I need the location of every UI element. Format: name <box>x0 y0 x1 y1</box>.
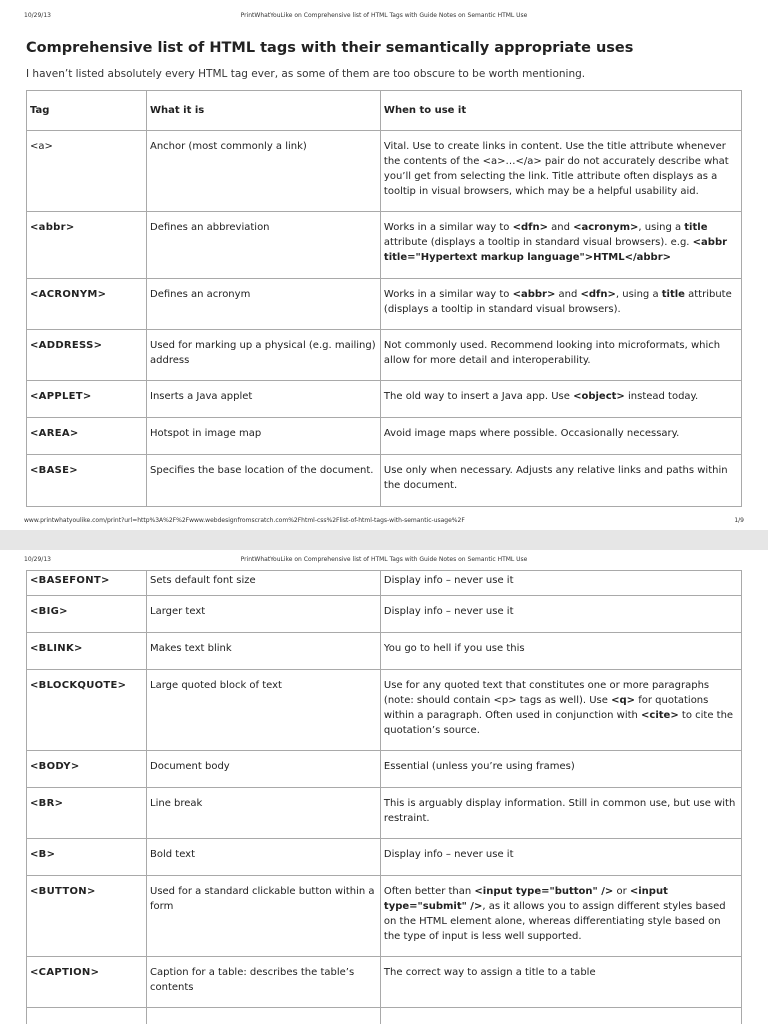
tag-cell: <a> <box>27 131 147 212</box>
table-row <box>27 571 742 596</box>
text-run: Use for any quoted text that constitutes one or more paragraphs (note: should contain <p> tags as well). Use <box>383 680 710 706</box>
what-cell: Hotspot in image map <box>147 418 381 455</box>
what-cell: Large quoted block of text <box>147 670 381 751</box>
text-run: , as it allows you to assign different styles based on the HTML element alone, whereas differentiating style based on the type of input is less well supported. <box>383 901 726 942</box>
page-title: Comprehensive list of HTML tags with their semantically appropriate uses <box>26 40 634 56</box>
when-cell: Vital. Use to create links in content. Use the title attribute whenever the contents of the <a>…</a> pair do not accurately describe what you’ll get from selecting the link. Title attribute often displays as a tooltip in visual browsers, which may be a helpful usability aid. <box>380 131 741 212</box>
text-run: The old way to insert a Java app. Use <box>383 391 574 402</box>
when-cell: Essential (unless you’re using frames) <box>380 751 741 788</box>
code-ref: <dfn> <box>512 222 548 233</box>
column-header-tag: Tag <box>27 91 147 131</box>
when-cell <box>380 381 741 418</box>
tag-cell: <BLINK> <box>27 633 147 670</box>
code-ref: title <box>661 289 685 300</box>
text-run: or <box>613 886 630 897</box>
when-cell <box>380 1008 741 1024</box>
tag-cell: <BLOCKQUOTE> <box>27 670 147 751</box>
text-run: Often better than <box>383 886 475 897</box>
tag-cell: <APPLET> <box>27 381 147 418</box>
table-row <box>27 212 742 279</box>
print-header <box>24 556 744 566</box>
code-ref: <input type="submit" /> <box>383 886 668 912</box>
tag-cell <box>27 1008 147 1024</box>
table-row <box>27 455 742 507</box>
what-cell: Document body <box>147 751 381 788</box>
what-cell: Bold text <box>147 839 381 876</box>
what-cell: Inserts a Java applet <box>147 381 381 418</box>
html-tags-table <box>26 90 742 507</box>
text-run: attribute (displays a tooltip in standard visual browsers). e.g. <box>383 237 693 248</box>
page-gap <box>0 530 768 550</box>
print-date: 10/29/13 <box>24 12 51 19</box>
what-cell: Used for marking up a physical (e.g. mailing) address <box>147 330 381 381</box>
what-cell <box>147 1008 381 1024</box>
tag-cell: <B> <box>27 839 147 876</box>
tag-cell: <BASEFONT> <box>27 571 147 596</box>
code-ref: <object> <box>573 391 625 402</box>
what-cell: Larger text <box>147 596 381 633</box>
print-title: PrintWhatYouLike on Comprehensive list of HTML Tags with Guide Notes on Semantic HTML Use <box>240 12 528 19</box>
print-date: 10/29/13 <box>24 556 51 563</box>
when-cell: Use only when necessary. Adjusts any relative links and paths within the document. <box>380 455 741 507</box>
what-cell: Used for a standard clickable button within a form <box>147 876 381 957</box>
code-ref: <input type="button" /> <box>474 886 614 897</box>
code-ref: <acronym> <box>573 222 639 233</box>
table-row <box>27 131 742 212</box>
what-cell: Anchor (most commonly a link) <box>147 131 381 212</box>
table-row <box>27 839 742 876</box>
when-cell <box>380 670 741 751</box>
text-run: attribute (displays a tooltip in standard visual browsers). <box>383 289 732 315</box>
text-run: for quotations within a paragraph. Often used in conjunction with <box>383 695 709 721</box>
tag-cell: <ADDRESS> <box>27 330 147 381</box>
table-row <box>27 876 742 957</box>
text-run: Works in a similar way to <box>383 289 513 300</box>
page-number: 1/9 <box>734 517 744 524</box>
print-url: www.printwhatyoulike.com/print?url=http%3A%2F%2Fwww.webdesignfromscratch.com%2Fhtml-css%2Flist-of-html-tags-with-semantic-usage%2F <box>24 517 465 524</box>
table-header-row <box>27 91 742 131</box>
what-cell: Specifies the base location of the document. <box>147 455 381 507</box>
what-cell: Caption for a table: describes the table’s contents <box>147 957 381 1008</box>
table-row <box>27 1008 742 1024</box>
code-example: <abbr title="Hypertext markup language">HTML</abbr> <box>383 237 728 263</box>
when-cell: You go to hell if you use this <box>380 633 741 670</box>
what-cell: Line break <box>147 788 381 839</box>
when-cell: The correct way to assign a title to a table <box>380 957 741 1008</box>
tag-cell: <CAPTION> <box>27 957 147 1008</box>
what-cell: Makes text blink <box>147 633 381 670</box>
table-row <box>27 418 742 455</box>
what-cell: Defines an acronym <box>147 279 381 330</box>
what-cell: Sets default font size <box>147 571 381 596</box>
text-run: and <box>555 289 581 300</box>
code-ref: title <box>684 222 708 233</box>
text-run: Works in a similar way to <box>383 222 513 233</box>
column-header-what: What it is <box>147 91 381 131</box>
text-run: instead today. <box>624 391 699 402</box>
code-ref: <q> <box>611 695 636 706</box>
table-row <box>27 751 742 788</box>
table-row <box>27 381 742 418</box>
table-row <box>27 330 742 381</box>
table-row <box>27 596 742 633</box>
print-title: PrintWhatYouLike on Comprehensive list of HTML Tags with Guide Notes on Semantic HTML Use <box>240 556 528 563</box>
when-cell: Display info – never use it <box>380 596 741 633</box>
print-header <box>24 12 744 22</box>
table-row <box>27 279 742 330</box>
code-ref: <cite> <box>641 710 679 721</box>
code-ref: <abbr> <box>512 289 556 300</box>
table-row <box>27 670 742 751</box>
when-cell: Display info – never use it <box>380 839 741 876</box>
when-cell: Display info – never use it <box>380 571 741 596</box>
when-cell: Not commonly used. Recommend looking into microformats, which allow for more detail and interoperability. <box>380 330 741 381</box>
what-cell: Defines an abbreviation <box>147 212 381 279</box>
tag-cell: <BASE> <box>27 455 147 507</box>
table-row <box>27 957 742 1008</box>
when-cell <box>380 279 741 330</box>
text-run: and <box>547 222 574 233</box>
tag-cell: <BR> <box>27 788 147 839</box>
text-run: to cite the quotation’s source. <box>383 710 734 736</box>
tag-cell: <ACRONYM> <box>27 279 147 330</box>
column-header-when: When to use it <box>380 91 741 131</box>
tag-cell: <BUTTON> <box>27 876 147 957</box>
tag-cell: <abbr> <box>27 212 147 279</box>
html-tags-table-continued <box>26 570 742 1024</box>
intro-paragraph: I haven’t listed absolutely every HTML tag ever, as some of them are too obscure to be worth mentioning. <box>26 68 586 80</box>
table-row <box>27 788 742 839</box>
when-cell <box>380 876 741 957</box>
tag-cell: <BIG> <box>27 596 147 633</box>
when-cell <box>380 212 741 279</box>
code-ref: <dfn> <box>580 289 616 300</box>
text-run: , using a <box>615 289 662 300</box>
text-run: , using a <box>638 222 685 233</box>
when-cell: This is arguably display information. Still in common use, but use with restraint. <box>380 788 741 839</box>
print-page-2 <box>0 550 768 1024</box>
table-row <box>27 633 742 670</box>
tag-cell: <BODY> <box>27 751 147 788</box>
when-cell: Avoid image maps where possible. Occasionally necessary. <box>380 418 741 455</box>
tag-cell: <AREA> <box>27 418 147 455</box>
